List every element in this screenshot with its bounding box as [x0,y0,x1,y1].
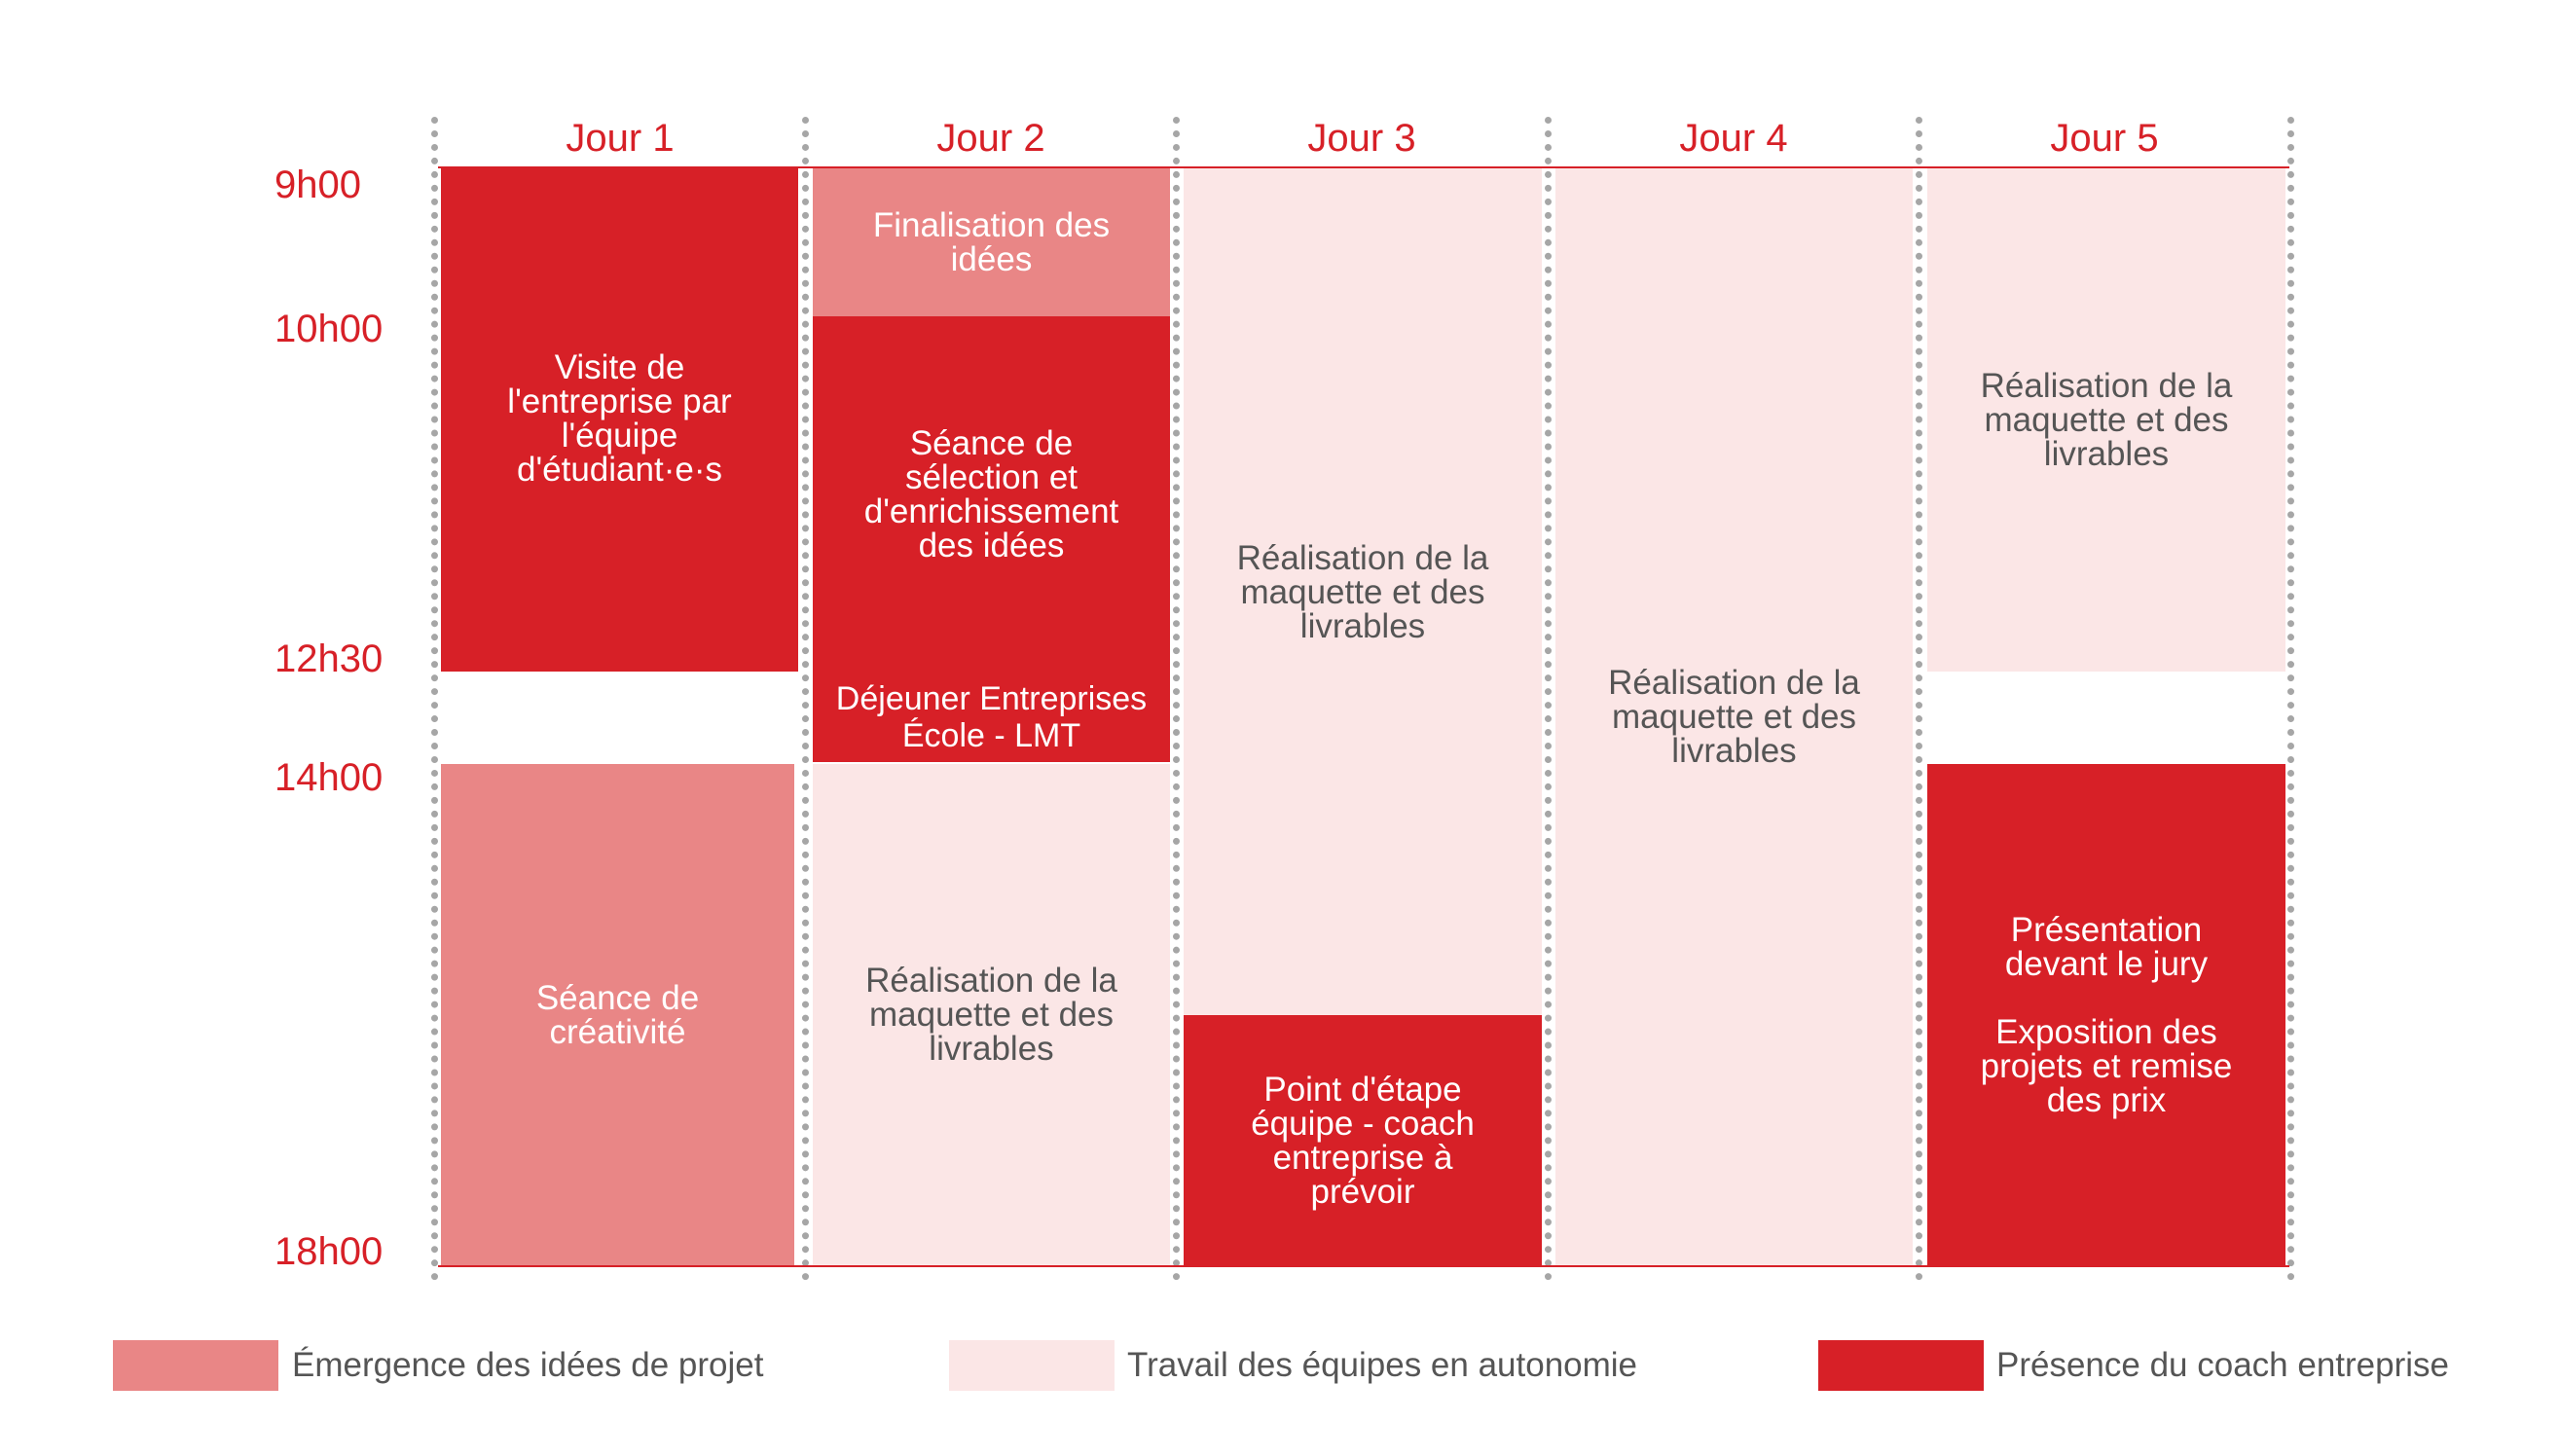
legend-swatch-autonomie [949,1340,1115,1391]
column-separator [802,117,809,1281]
column-separator [1173,117,1180,1281]
legend-label-autonomie: Travail des équipes en autonomie [1127,1346,1638,1384]
block-dejeuner-entreprises: Déjeuner Entreprises École - LMT [813,673,1170,762]
column-separator [2287,117,2294,1281]
time-label-10h00: 10h00 [274,308,384,350]
time-label-18h00: 18h00 [274,1230,384,1273]
block-point-etape: Point d'étape équipe - coach entreprise à prévoir [1184,1015,1542,1265]
legend-swatch-coach [1818,1340,1984,1391]
block-visite-entreprise: Visite de l'entreprise par l'équipe d'étudiant·e·s [441,168,798,672]
schedule-bottom-line [438,1265,2289,1267]
day-header-1: Jour 1 [566,117,675,160]
block-finalisation-idees: Finalisation des idées [813,168,1170,316]
day-header-3: Jour 3 [1307,117,1416,160]
time-label-9h00: 9h00 [274,164,361,206]
column-separator [431,117,438,1281]
block-seance-creativite: Séance de créativité [441,764,794,1265]
block-seance-selection: Séance de sélection et d'enrichissement des idées [813,316,1170,673]
block-realisation-j2: Réalisation de la maquette et des livrables [813,764,1170,1265]
legend-label-emergence: Émergence des idées de projet [292,1346,764,1384]
time-label-14h00: 14h00 [274,756,384,799]
legend-label-coach: Présence du coach entreprise [1996,1346,2449,1384]
block-realisation-j4: Réalisation de la maquette et des livrables [1555,168,1913,1265]
legend-swatch-emergence [113,1340,278,1391]
block-realisation-j5: Réalisation de la maquette et des livrables [1927,168,2285,672]
column-separator [1916,117,1922,1281]
column-separator [1545,117,1552,1281]
time-label-12h30: 12h30 [274,637,384,680]
day-header-2: Jour 2 [936,117,1045,160]
block-realisation-j3: Réalisation de la maquette et des livrables [1184,168,1542,1015]
block-presentation-jury: Présentation devant le jury Exposition des projets et remise des prix [1927,764,2285,1265]
day-header-5: Jour 5 [2050,117,2159,160]
day-header-4: Jour 4 [1679,117,1788,160]
